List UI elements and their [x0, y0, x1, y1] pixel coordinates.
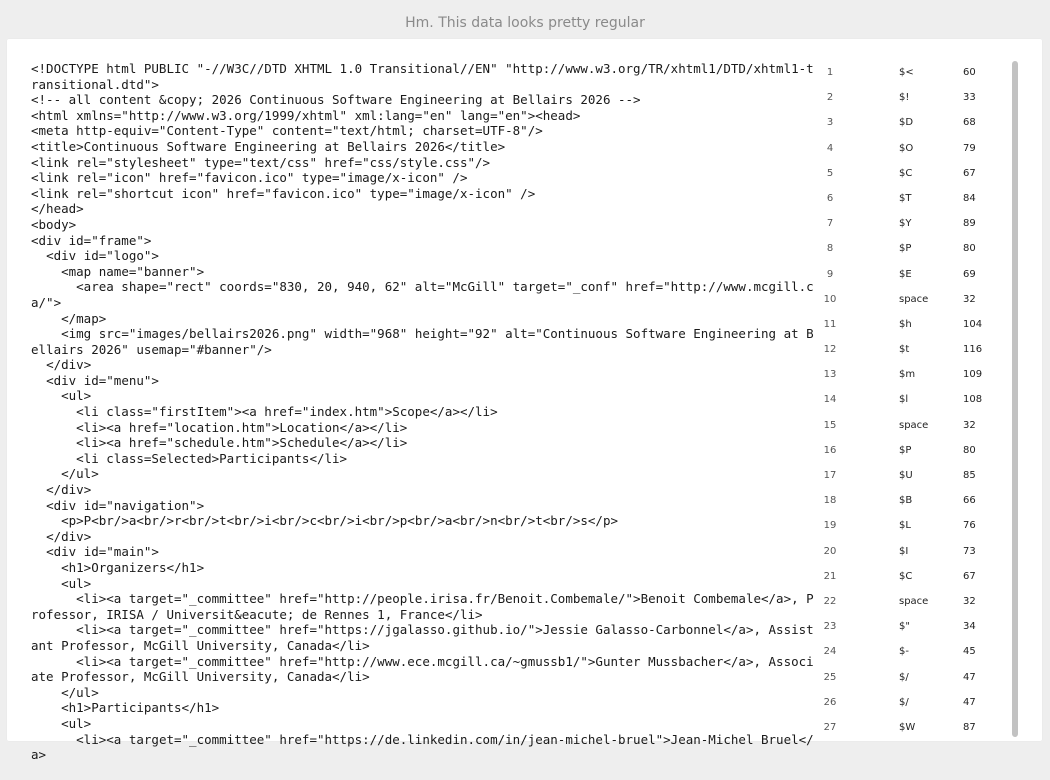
- table-row: [819, 111, 1014, 136]
- row-char-code: 33: [963, 92, 976, 104]
- row-character: $h: [899, 318, 912, 330]
- row-index: 3: [826, 117, 834, 129]
- row-char-code: 84: [963, 192, 976, 204]
- table-row: [819, 489, 1014, 514]
- table-row: [819, 162, 1014, 187]
- table-row: [819, 187, 1014, 212]
- row-index: 8: [826, 243, 834, 255]
- code-line: <div id="menu">: [31, 372, 159, 388]
- code-line: <div id="frame">: [31, 232, 152, 248]
- table-row: [819, 514, 1014, 539]
- row-index: 27: [823, 721, 837, 733]
- row-char-code: 85: [963, 470, 976, 481]
- code-line: </div>: [31, 482, 92, 498]
- row-character: $I: [899, 545, 909, 557]
- row-char-code: 104: [963, 318, 983, 330]
- code-line: <div id="navigation">: [31, 497, 205, 513]
- code-line: <link rel="icon" href="favicon.ico" type="image/x-icon" />: [31, 170, 468, 186]
- code-line: <ul>: [31, 575, 92, 591]
- table-row: [819, 615, 1014, 640]
- code-line: <!-- all content &copy; 2026 Continuous Software Engineering at Bellairs 2026 -->: [31, 92, 641, 108]
- code-line: <li><a target="_committee" href="http://www.ece.mcgill.ca/~gmussb1/">Gunter Mussbacher</a>, Associate Professor, McGill University, Canada</li>: [31, 653, 814, 685]
- table-row: [819, 61, 1014, 86]
- row-index: 16: [823, 444, 837, 456]
- content-panel: [7, 39, 1042, 763]
- table-row: [819, 716, 1014, 741]
- row-index: 23: [823, 621, 837, 633]
- row-character: $": [899, 621, 910, 633]
- row-index: 9: [826, 268, 834, 280]
- code-line: </div>: [31, 528, 92, 544]
- row-char-code: 67: [963, 570, 976, 582]
- row-char-code: 80: [963, 243, 976, 255]
- table-row: [819, 666, 1014, 691]
- row-char-code: 80: [963, 444, 976, 456]
- row-index: 14: [823, 394, 837, 406]
- row-char-code: 116: [963, 344, 983, 356]
- code-line: <p>P<br/>a<br/>r<br/>t<br/>i<br/>c<br/>i<br/>p<br/>a<br/>n<br/>t<br/>s</p>: [31, 513, 619, 529]
- row-character: $B: [899, 495, 913, 507]
- row-char-code: 32: [963, 293, 976, 305]
- row-index: 1: [826, 67, 834, 78]
- row-char-code: 45: [963, 646, 976, 658]
- row-index: 7: [826, 218, 834, 230]
- code-line: <link rel="stylesheet" type="text/css" href="css/style.css"/>: [31, 154, 491, 170]
- table-row: [819, 288, 1014, 313]
- row-character: space: [899, 419, 929, 431]
- row-char-code: 73: [963, 545, 976, 557]
- code-line: <h1>Organizers</h1>: [31, 560, 205, 575]
- row-character: $T: [899, 192, 912, 204]
- page-title: Hm. This data looks pretty regular: [405, 15, 645, 31]
- code-line: </div>: [31, 357, 92, 373]
- code-line: <title>Continuous Software Engineering at Bellairs 2026</title>: [31, 138, 506, 154]
- table-row: [819, 640, 1014, 665]
- row-character: $m: [899, 369, 916, 381]
- row-index: 15: [823, 419, 837, 431]
- code-line: <body>: [31, 216, 77, 232]
- code-line: <li><a target="_committee" href="https://jgalasso.github.io/">Jessie Galasso-Carbonnel</a>, Assistant Professor, McGill University, Canada</li>: [31, 622, 814, 653]
- row-char-code: 32: [963, 419, 976, 431]
- row-char-code: 34: [963, 621, 976, 633]
- row-index: 6: [826, 192, 834, 204]
- row-char-code: 47: [963, 696, 976, 708]
- row-char-code: 67: [963, 167, 976, 179]
- row-char-code: 89: [963, 218, 976, 230]
- table-row: [819, 313, 1014, 338]
- source-code-text: [31, 61, 821, 763]
- table-row: [819, 86, 1014, 111]
- code-line: <link rel="shortcut icon" href="favicon.ico" type="image/x-icon" />: [31, 185, 536, 201]
- row-index: 4: [826, 142, 834, 154]
- row-index: 20: [823, 545, 837, 557]
- table-row: [819, 237, 1014, 262]
- row-character: $Y: [899, 218, 912, 230]
- table-row: [819, 540, 1014, 565]
- code-line: <li><a target="_committee" href="http://people.irisa.fr/Benoit.Combemale/">Benoit Combemale</a>, Professor, IRISA / Universit&eacute; de Rennes 1, France</li>: [31, 591, 814, 622]
- row-character: $<: [899, 67, 914, 78]
- code-line: <li class="firstItem"><a href="index.htm">Scope</a></li>: [31, 404, 498, 420]
- code-line: </map>: [31, 310, 107, 326]
- row-index: 19: [823, 520, 837, 532]
- row-character: $/: [899, 671, 909, 683]
- code-line: <li><a href="schedule.htm">Schedule</a></li>: [31, 435, 408, 451]
- row-char-code: 68: [963, 117, 976, 129]
- code-line: <div id="main">: [31, 544, 159, 560]
- code-line: <!DOCTYPE html PUBLIC "-//W3C//DTD XHTML 1.0 Transitional//EN" "http://www.w3.org/TR/xhtml1/DTD/xhtml1-transitional.dtd">: [31, 61, 814, 92]
- table-row: [819, 565, 1014, 590]
- row-index: 18: [823, 495, 837, 507]
- table-row: [819, 590, 1014, 615]
- source-code-view[interactable]: [31, 61, 821, 763]
- code-line: <li><a href="location.htm">Location</a></li>: [31, 419, 408, 435]
- row-character: $P: [899, 243, 912, 255]
- row-char-code: 79: [963, 142, 976, 154]
- row-character: $O: [899, 142, 914, 154]
- table-row: [819, 363, 1014, 388]
- row-character: space: [899, 293, 929, 305]
- row-character: $!: [899, 92, 910, 104]
- row-character: $/: [899, 696, 909, 708]
- table-row: [819, 212, 1014, 237]
- table-row: [819, 414, 1014, 439]
- row-index: 17: [823, 470, 837, 481]
- row-character: $D: [899, 117, 914, 129]
- code-line: </ul>: [31, 684, 99, 700]
- row-character: $U: [899, 470, 913, 481]
- table-row: [819, 691, 1014, 716]
- code-line: </head>: [31, 201, 84, 217]
- row-character: $-: [899, 646, 909, 658]
- row-char-code: 87: [963, 721, 976, 733]
- row-char-code: 60: [963, 67, 976, 78]
- table-row: [819, 464, 1014, 489]
- row-index: 5: [826, 167, 834, 179]
- table-row: [819, 388, 1014, 413]
- row-index: 2: [826, 92, 834, 104]
- code-line: <h1>Participants</h1>: [31, 700, 220, 716]
- code-line: <li><a target="_committee" href="https://de.linkedin.com/in/jean-michel-bruel">Jean-Michel Bruel</a>: [31, 731, 814, 763]
- row-char-code: 66: [963, 495, 976, 507]
- character-code-table[interactable]: [819, 61, 1014, 737]
- table-row: [819, 439, 1014, 464]
- row-index: 12: [823, 344, 837, 356]
- code-line: <img src="images/bellairs2026.png" width="968" height="92" alt="Continuous Software Engineering at Bellairs 2026" usemap="#banner"/>: [31, 326, 814, 357]
- table-row: [819, 338, 1014, 363]
- row-char-code: 69: [963, 268, 976, 280]
- row-index: 22: [823, 595, 837, 607]
- row-character: $W: [899, 721, 916, 733]
- row-character: $E: [899, 268, 912, 280]
- row-character: $C: [899, 167, 913, 179]
- table-row: [819, 137, 1014, 162]
- row-char-code: 108: [963, 394, 983, 406]
- code-line: <ul>: [31, 715, 92, 731]
- row-char-code: 32: [963, 595, 976, 607]
- code-line: <meta http-equiv="Content-Type" content="text/html; charset=UTF-8"/>: [31, 123, 543, 139]
- row-index: 26: [823, 696, 837, 708]
- table-row: [819, 263, 1014, 288]
- row-character: $P: [899, 444, 912, 456]
- row-index: 24: [823, 646, 837, 658]
- code-line: <ul>: [31, 388, 92, 404]
- row-character: $L: [899, 520, 911, 532]
- row-char-code: 109: [963, 369, 983, 381]
- row-index: 11: [823, 318, 837, 330]
- code-line: <div id="logo">: [31, 248, 159, 264]
- code-line: <li class=Selected>Participants</li>: [31, 450, 348, 466]
- row-index: 25: [823, 671, 837, 683]
- code-line: <html xmlns="http://www.w3.org/1999/xhtml" xml:lang="en" lang="en"><head>: [31, 107, 581, 123]
- row-character: space: [899, 595, 929, 607]
- code-line: <area shape="rect" coords="830, 20, 940, 62" alt="McGill" target="_conf" href="http://www.mcgill.ca/">: [31, 279, 814, 310]
- row-index: 10: [823, 293, 837, 305]
- row-character: $l: [899, 394, 909, 406]
- row-character: $C: [899, 570, 913, 582]
- code-line: <map name="banner">: [31, 263, 205, 279]
- row-character: $t: [899, 344, 910, 356]
- row-index: 13: [823, 369, 837, 381]
- row-index: 21: [823, 570, 837, 582]
- vertical-scrollbar[interactable]: [1012, 61, 1018, 737]
- code-line: </ul>: [31, 466, 99, 482]
- row-char-code: 47: [963, 671, 976, 683]
- row-char-code: 76: [963, 520, 976, 532]
